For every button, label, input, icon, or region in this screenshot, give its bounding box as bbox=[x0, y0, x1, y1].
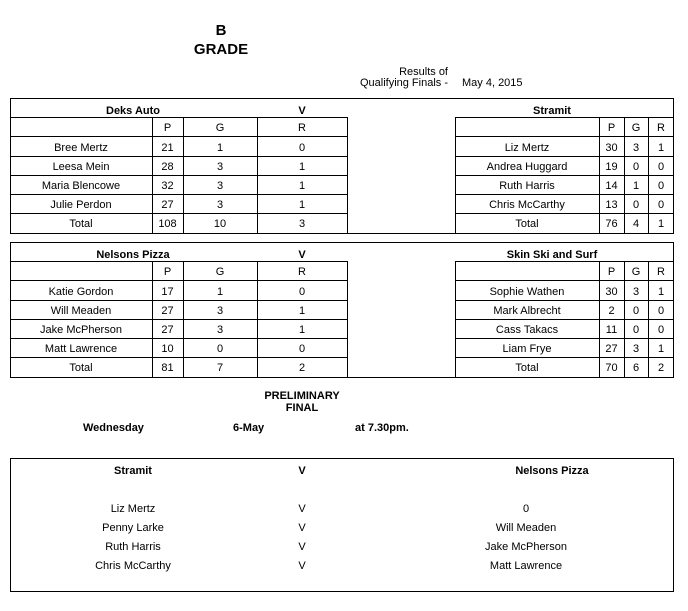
results-line1: Results of bbox=[399, 66, 448, 78]
grid-line bbox=[10, 136, 348, 137]
preliminary-day: Wednesday bbox=[83, 422, 144, 434]
player-r: 0 bbox=[298, 286, 306, 298]
player-g: 0 bbox=[632, 161, 640, 173]
player-name: Leesa Mein bbox=[52, 161, 110, 173]
player-r: 1 bbox=[298, 199, 306, 211]
player-g: 0 bbox=[632, 305, 640, 317]
player-name: Maria Blencowe bbox=[41, 180, 121, 192]
player-g: 0 bbox=[632, 324, 640, 336]
results-date: May 4, 2015 bbox=[462, 77, 523, 89]
player-p: 11 bbox=[605, 324, 618, 336]
player-name: Bree Mertz bbox=[54, 142, 108, 154]
col-header-g: G bbox=[631, 122, 641, 134]
grid-line bbox=[10, 280, 348, 281]
grid-line bbox=[347, 117, 348, 233]
grid-line bbox=[10, 175, 348, 176]
total-p: 81 bbox=[161, 362, 174, 374]
total-g: 7 bbox=[216, 362, 224, 374]
total-label: Total bbox=[515, 362, 539, 374]
preliminary-date: 6-May bbox=[233, 422, 265, 434]
player-g: 3 bbox=[632, 286, 640, 298]
col-header-g: G bbox=[631, 266, 641, 278]
grid-line bbox=[10, 156, 348, 157]
pair-away: Will Meaden bbox=[495, 522, 557, 534]
player-name: Katie Gordon bbox=[48, 286, 114, 298]
player-r: 1 bbox=[657, 286, 665, 298]
player-name: Sophie Wathen bbox=[489, 286, 565, 298]
player-name: Jake McPherson bbox=[40, 324, 122, 336]
player-name: Ruth Harris bbox=[499, 180, 555, 192]
pair-vs: V bbox=[298, 522, 306, 534]
grid-line bbox=[10, 194, 348, 195]
player-r: 1 bbox=[298, 180, 306, 192]
grid-line bbox=[455, 213, 674, 214]
col-header-g: G bbox=[215, 266, 225, 278]
player-name: Julie Perdon bbox=[50, 199, 112, 211]
pair-home: Liz Mertz bbox=[110, 503, 156, 515]
match-2-vs: V bbox=[298, 249, 306, 261]
player-g: 3 bbox=[216, 161, 224, 173]
preliminary-vs: V bbox=[298, 465, 306, 477]
col-header-r: R bbox=[657, 122, 665, 134]
results-line2: Qualifying Finals - bbox=[359, 77, 448, 89]
player-name: Cass Takacs bbox=[495, 324, 559, 336]
preliminary-home-team: Stramit bbox=[114, 465, 152, 477]
player-name: Will Meaden bbox=[50, 305, 112, 317]
grid-line bbox=[10, 213, 348, 214]
player-name: Matt Lawrence bbox=[44, 343, 118, 355]
grid-line bbox=[455, 319, 674, 320]
pair-vs: V bbox=[298, 503, 306, 515]
player-name: Chris McCarthy bbox=[489, 199, 565, 211]
player-g: 0 bbox=[216, 343, 224, 355]
player-p: 17 bbox=[161, 286, 174, 298]
grid-line bbox=[455, 194, 674, 195]
total-p: 108 bbox=[158, 218, 177, 230]
match-1-vs: V bbox=[298, 105, 306, 117]
grade-letter: B bbox=[215, 22, 227, 39]
player-r: 0 bbox=[657, 305, 665, 317]
grid-line bbox=[455, 156, 674, 157]
player-p: 14 bbox=[605, 180, 618, 192]
grid-line bbox=[455, 117, 456, 233]
col-header-p: P bbox=[607, 266, 616, 278]
preliminary-away-team: Nelsons Pizza bbox=[515, 465, 589, 477]
player-name: Liam Frye bbox=[502, 343, 552, 355]
player-p: 30 bbox=[605, 142, 618, 154]
total-r: 3 bbox=[298, 218, 306, 230]
pair-away: Jake McPherson bbox=[485, 541, 567, 553]
player-name: Andrea Huggard bbox=[486, 161, 568, 173]
total-label: Total bbox=[515, 218, 539, 230]
col-header-r: R bbox=[298, 266, 306, 278]
pair-away: Matt Lawrence bbox=[489, 560, 563, 572]
player-g: 1 bbox=[632, 180, 640, 192]
player-name: Liz Mertz bbox=[504, 142, 550, 154]
grid-line bbox=[10, 300, 348, 301]
player-p: 27 bbox=[161, 305, 174, 317]
grid-line bbox=[10, 261, 348, 262]
player-r: 0 bbox=[298, 142, 306, 154]
grid-line bbox=[10, 338, 348, 339]
pair-vs: V bbox=[298, 541, 306, 553]
player-r: 1 bbox=[298, 324, 306, 336]
player-r: 1 bbox=[657, 343, 665, 355]
player-r: 0 bbox=[657, 324, 665, 336]
total-label: Total bbox=[69, 218, 93, 230]
grid-line bbox=[455, 338, 674, 339]
grid-line bbox=[347, 261, 348, 377]
player-p: 21 bbox=[161, 142, 174, 154]
preliminary-title-line1: PRELIMINARY bbox=[264, 390, 340, 402]
player-g: 3 bbox=[216, 199, 224, 211]
col-header-p: P bbox=[163, 266, 172, 278]
preliminary-title-line2: FINAL bbox=[285, 402, 319, 414]
player-p: 28 bbox=[161, 161, 174, 173]
player-p: 32 bbox=[161, 180, 174, 192]
total-p: 70 bbox=[605, 362, 618, 374]
match-1-home-team: Deks Auto bbox=[106, 105, 160, 117]
total-g: 4 bbox=[632, 218, 640, 230]
grid-line bbox=[455, 117, 674, 118]
total-r: 2 bbox=[657, 362, 665, 374]
player-r: 1 bbox=[298, 161, 306, 173]
player-p: 27 bbox=[161, 199, 174, 211]
player-p: 27 bbox=[605, 343, 618, 355]
total-label: Total bbox=[69, 362, 93, 374]
player-r: 0 bbox=[657, 161, 665, 173]
player-p: 19 bbox=[605, 161, 618, 173]
total-r: 2 bbox=[298, 362, 306, 374]
player-p: 30 bbox=[605, 286, 618, 298]
match-2-away-team: Skin Ski and Surf bbox=[506, 249, 598, 261]
col-header-p: P bbox=[163, 122, 172, 134]
player-r: 1 bbox=[657, 142, 665, 154]
player-g: 1 bbox=[216, 286, 224, 298]
col-header-r: R bbox=[657, 266, 665, 278]
grid-line bbox=[455, 261, 674, 262]
player-r: 1 bbox=[298, 305, 306, 317]
pair-vs: V bbox=[298, 560, 306, 572]
player-r: 0 bbox=[298, 343, 306, 355]
player-g: 3 bbox=[216, 180, 224, 192]
grid-line bbox=[455, 300, 674, 301]
player-g: 3 bbox=[216, 324, 224, 336]
grid-line bbox=[455, 357, 674, 358]
player-g: 3 bbox=[216, 305, 224, 317]
col-header-r: R bbox=[298, 122, 306, 134]
grid-line bbox=[10, 357, 348, 358]
total-r: 1 bbox=[657, 218, 665, 230]
player-p: 13 bbox=[605, 199, 618, 211]
grid-line bbox=[455, 280, 674, 281]
match-2-home-team: Nelsons Pizza bbox=[96, 249, 170, 261]
player-r: 0 bbox=[657, 199, 665, 211]
total-g: 10 bbox=[213, 218, 227, 230]
player-p: 10 bbox=[161, 343, 174, 355]
player-g: 3 bbox=[632, 142, 640, 154]
col-header-g: G bbox=[215, 122, 225, 134]
player-r: 0 bbox=[657, 180, 665, 192]
match-1-away-team: Stramit bbox=[533, 105, 571, 117]
player-p: 2 bbox=[608, 305, 615, 317]
player-g: 1 bbox=[216, 142, 224, 154]
grid-line bbox=[455, 136, 674, 137]
pair-away: 0 bbox=[522, 503, 530, 515]
total-g: 6 bbox=[632, 362, 640, 374]
col-header-p: P bbox=[607, 122, 616, 134]
grid-line bbox=[455, 261, 456, 377]
player-g: 0 bbox=[632, 199, 640, 211]
pair-home: Chris McCarthy bbox=[95, 560, 171, 572]
total-p: 76 bbox=[605, 218, 618, 230]
grade-word: GRADE bbox=[193, 41, 249, 58]
grid-line bbox=[10, 319, 348, 320]
grid-line bbox=[10, 117, 348, 118]
grid-line bbox=[455, 175, 674, 176]
pair-home: Ruth Harris bbox=[105, 541, 161, 553]
player-p: 27 bbox=[161, 324, 174, 336]
preliminary-time: at 7.30pm. bbox=[355, 422, 409, 434]
player-g: 3 bbox=[632, 343, 640, 355]
pair-home: Penny Larke bbox=[102, 522, 164, 534]
player-name: Mark Albrecht bbox=[493, 305, 561, 317]
